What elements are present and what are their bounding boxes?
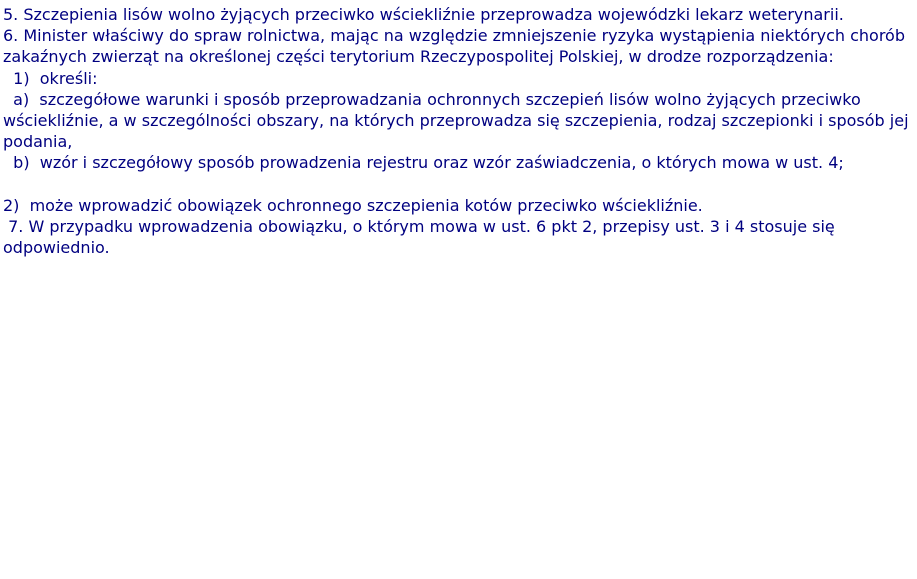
point-2: 2) może wprowadzić obowiązek ochronnego szczepienia kotów przeciwko wściekliźnie. xyxy=(3,195,703,215)
point-1-a: a) szczegółowe warunki i sposób przeprowadzania ochronnych szczepień lisów wolno żyjących przeciwko wściekliźnie, a w szczególności obszary, na których przeprowadza się szczepienia, rodzaj szczepionki i sposób jej podania, xyxy=(3,89,914,152)
paragraph-6-intro: 6. Minister właściwy do spraw rolnictwa, mając na względzie zmniejszenie ryzyka wystąpienia niektórych chorób zakaźnych zwierząt na określonej części terytorium Rzeczypospolitej Polskiej, w drodze rozporządzenia: xyxy=(3,26,911,67)
paragraph-5: 5. Szczepienia lisów wolno żyjących przeciwko wściekliźnie przeprowadza wojewódzki lekarz weterynarii. xyxy=(3,5,844,24)
point-1-b: b) wzór i szczegółowy sposób prowadzenia rejestru oraz wzór zaświadczenia, o których mowa w ust. 4; xyxy=(3,153,844,173)
legal-text-document xyxy=(0,0,914,258)
blank-line xyxy=(3,174,914,195)
point-1: 1) określi: xyxy=(3,68,98,88)
paragraph-7: 7. W przypadku wprowadzenia obowiązku, o którym mowa w ust. 6 pkt 2, przepisy ust. 3 i 4 stosuje się odpowiednio. xyxy=(3,217,840,258)
